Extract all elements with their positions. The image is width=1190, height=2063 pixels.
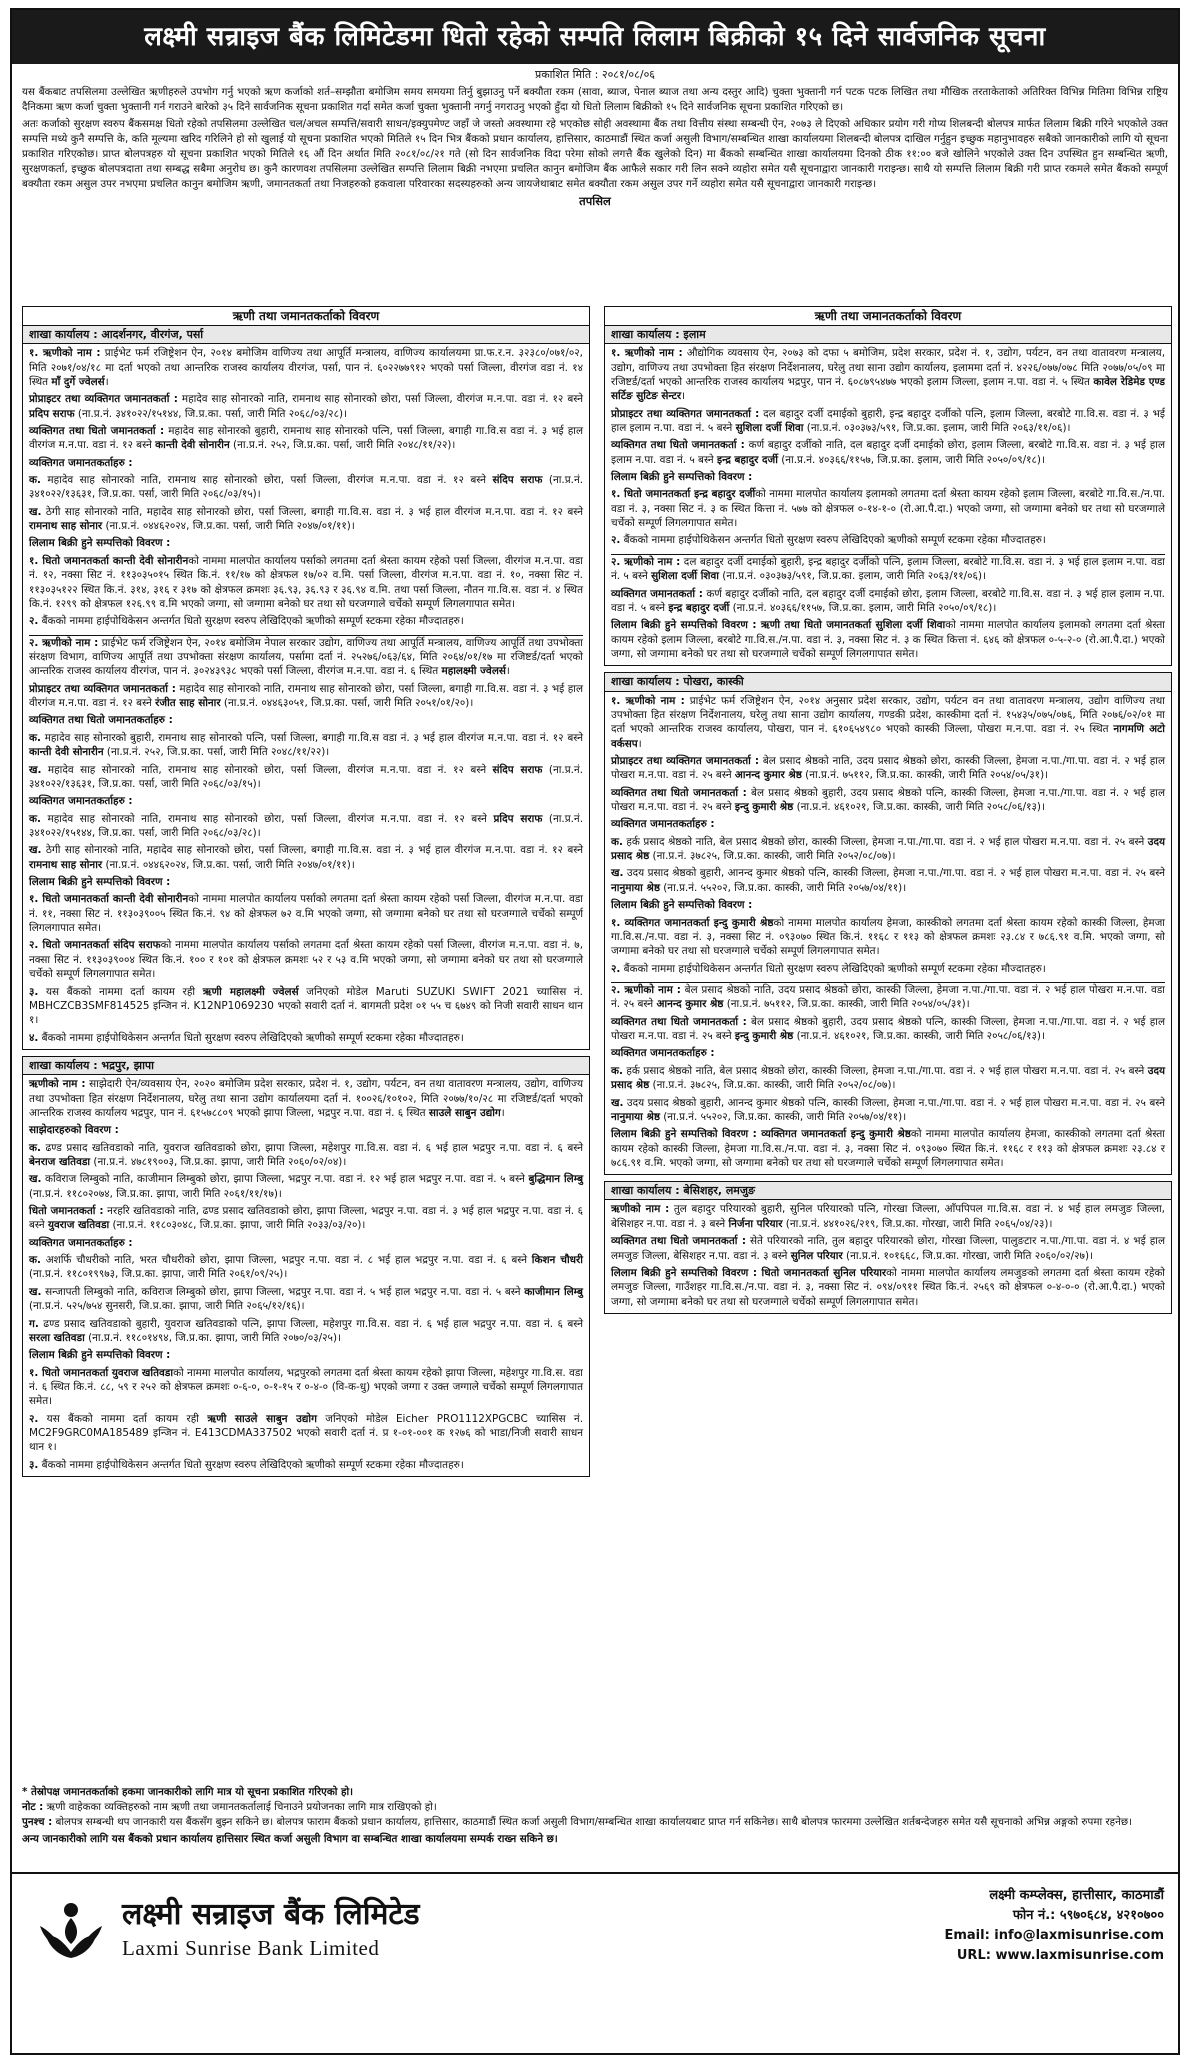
branch-entry: १. धितो जमानतकर्ता युवराज खतिवडाको नाममा मालपोत कार्यालय, भद्रपुरको लगतमा दर्ता श्रेस्ता कायम रहेको झापा जिल्ला, महेशपुर गा.वि.स. वडा नं. ६ स्थित कि.नं. ८८, ५९ र २५२ को क्षेत्रफल क्रमशः ०-६-०, ०-१-१५ र ०-४-० (वि-क-धु) भएको जग्गा र उक्त जग्गाले चर्चेको सम्पूर्ण लिगलगापात समेत। xyxy=(29,1366,583,1408)
brand-name-nepali: लक्ष्मी सन्राइज बैंक लिमिटेड xyxy=(122,1897,420,1932)
branch-section xyxy=(604,672,1172,1175)
left-column-heading: ऋणी तथा जमानतकर्ताको विवरण xyxy=(22,306,590,326)
branch-entry: व्यक्तिगत जमानतकर्ता : कर्ण बहादुर दर्जीको नाति, दल बहादुर दर्जी दमाईको छोरा, इलाम जिल्ला, बरबोटे गा.वि.स. वडा नं. ३ भई हाल इलाम न.पा. वडा नं. ५ बस्ने इन्द्र बहादुर दर्जी (ना.प्र.नं. ४०३६६/११५७, जि.प्र.का. इलाम, जारी मिति २०५०/०९/१८)। xyxy=(611,587,1165,614)
branch-entry: ग. ढण्ड प्रसाद खतिवडाको बुहारी, युवराज खतिवडाको पत्नि, झापा जिल्ला, महेशपुर गा.वि.स. वडा नं. ६ भई हाल भद्रपुर न.पा. वडा नं. ६ बस्ने सरला खतिवडा (ना.प्र.नं. ११८०१४९४, जि.प्र.का. झापा, जारी मिति २०७०/०३/२५)। xyxy=(29,1317,583,1344)
branch-entry: लिलाम बिक्री हुने सम्पत्तिको विवरण : धितो जमानतकर्ता सुनिल परियारको नाममा मालपोत कार्यालय लमजुङको लगतमा दर्ता श्रेस्ता कायम रहेको लमजुङ जिल्ला, गाउँशहर गा.वि.स./न.पा. वडा नं. ३, नक्सा सिट नं. ०९४/०९११ स्थित कि.नं. २५६९ को क्षेत्रफल ०-४-०-० (रो.आ.पै.दा.) भएको जग्गा, सो जग्गामा बनेको घर तथा सो घरजग्गाले चर्चेको सम्पूर्ण लिगलगापात समेत। xyxy=(611,1266,1166,1308)
branch-entry: धितो जमानतकर्ता : नरहरि खतिवडाको नाति, ढण्ड प्रसाद खतिवडाको छोरा, झापा जिल्ला, भद्रपुर न.पा. वडा नं. ३ भई हाल भद्रपुर न.पा. वडा नं. ६ बस्ने युवराज खतिवडा (ना.प्र.नं. ११८०३०४८, जि.प्र.का. झापा, जारी मिति २०३३/०३/२०)। xyxy=(29,1205,584,1232)
footer xyxy=(12,1872,1178,2053)
right-column-heading: ऋणी तथा जमानतकर्ताको विवरण xyxy=(604,306,1172,326)
branch-entry: २. ऋणीको नाम : दल बहादुर दर्जी दमाईको बुहारी, इन्द्र बहादुर दर्जीको पत्नि, इलाम जिल्ला, बरबोटे गा.वि.स. वडा नं. ३ भई हाल इलाम न.पा. वडा नं. ५ बस्ने सुशिला दर्जी शिवा (ना.प्र.नं. ०३०३७३/५९१, जि.प्र.का. इलाम, जारी मिति २०६३/११/०६)। xyxy=(611,555,1165,583)
branch-entry: १. ऋणीको नाम : प्राईभेट फर्म रजिष्ट्रेशन ऐन, २०१४ अनुसार प्रदेश सरकार, उद्योग, पर्यटन वन तथा वातावरण मन्त्रालय, उद्योग वाणिज्य तथा उपभोक्ता हित संरक्षण निर्देशनालय, घरेलु तथा साना उद्योग कार्यालय, गण्डकी प्रदेश, कास्कीमा दर्ता नं. १५४३५/०७५/०७६, मिति २०७६/०२/०१ मा दर्ता भएको आन्तरिक राजस्व कार्यालय, पोखरा, पान नं. ६१०६५४९८० भएको कास्की जिल्ला, पोखरा म.न.पा. वडा नं. २५ स्थित नागमणि अटो वर्कसप। xyxy=(611,694,1165,750)
branch-entry: २. बैंकको नाममा हाईपोथिकेसन अन्तर्गत धितो सुरक्षण स्वरुप लेखिदिएको ऋणीको सम्पूर्ण स्टकमा रहेका मौज्दातहरु। xyxy=(29,615,464,628)
branch-entry: क. अशर्फि चौधरीको नाति, भरत चौधरीको छोरा, झापा जिल्ला, भद्रपुर न.पा. वडा नं. ८ भई हाल भद्रपुर न.पा. वडा नं. ६ बस्ने किशन चौधरी (ना.प्र.नं. ११८०१९९७३, जि.प्र.का. झापा, जारी मिति २०६१/०९/२५)। xyxy=(29,1254,583,1281)
branch-entry: क. हर्क प्रसाद श्रेष्ठको नाति, बेल प्रसाद श्रेष्ठको छोरा, कास्की जिल्ला, हेमजा न.पा./गा.पा. वडा नं. २ भई हाल पोखरा म.न.पा. वडा नं. २५ बस्ने उदय प्रसाद श्रेष्ठ (ना.प्र.नं. ३७८२५, जि.प्र.का. कास्की, जारी मिति २०५२/०८/०७)। xyxy=(611,835,1165,863)
branch-entry: ख. ठेगी साह सोनारको नाति, महादेव साह सोनारको छोरा, पर्सा जिल्ला, बगाही गा.वि.स. वडा नं. ३ भई हाल वीरगंज म.न.पा. वडा नं. १२ बस्ने रामनाथ साह सोनार (ना.प्र.नं. ०४४६२०२४, जि.प्र.का. पर्सा, जारी मिति २०४७/०१/११)। xyxy=(29,505,583,533)
branch-entry: १. धितो जमानतकर्ता कान्ती देवी सोनारीनको नाममा मालपोत कार्यालय पर्साको लगतमा दर्ता श्रेस्ता कायम रहेको पर्सा जिल्ला, वीरगंज म.न.पा. वडा नं. १२, नक्सा सिट नं. ११३०३५०१५ स्थित कि.नं. ११/१७ को क्षेत्रफल १७/०२ व.मि. पर्सा जिल्ला, वीरगंज म.न.पा. वडा नं. १०, नक्सा सिट नं. ११३०३५१२२ स्थित कि.नं. ३१४, ३१६ र ३१७ को क्षेत्रफल क्रमशः ३६.९३, ३६.९३ र ३६.९४ व.मि. तथा पर्सा जिल्ला, नौतन गा.वि.स. वडा नं. ४ स्थित कि.नं. १२९९ को क्षेत्रफल १२६.९९ व.मि भएको जग्गा, सो जग्गामा बनेको घर तथा सो घरजग्गाले चर्चेको सम्पूर्ण लिगलगापात समेत। xyxy=(29,554,583,610)
note-third-party: * तेस्रोपक्ष जमानतकर्ताको हकमा जानकारीको लागि मात्र यो सूचना प्रकाशित गरिएको हो। xyxy=(22,1786,354,1798)
branch-entry: लिलाम बिक्री हुने सम्पत्तिको विवरण : ऋणी तथा धितो जमानतकर्ता सुशिला दर्जी शिवाको नाममा मालपोत कार्यालय इलामको लगतमा दर्ता श्रेस्ता कायम रहेको इलाम जिल्ला, बरबोटे गा.वि.स./न.पा. वडा नं. ३, नक्सा सिट नं. ३ क स्थित कित्ता नं. ६४६ को क्षेत्रफल ०-५-२-० (रो.आ.पै.दा.) भएको जग्गा, सो जग्गामा बनेको घर तथा सो घरजग्गाले चर्चेको सम्पूर्ण लिगलगापात समेत। xyxy=(611,619,1165,660)
branch-entry: व्यक्तिगत जमानतकर्ताहरु : xyxy=(29,456,133,469)
notice-title: लक्ष्मी सन्राइज बैंक लिमिटेडमा धितो रहेको सम्पति लिलाम बिक्रीको १५ दिने सार्वजनिक सूचना xyxy=(12,10,1178,64)
branch-entry: क. हर्क प्रसाद श्रेष्ठको नाति, बेल प्रसाद श्रेष्ठको छोरा, कास्की जिल्ला, हेमजा न.पा./गा.पा. वडा नं. २ भई हाल पोखरा म.न.पा. वडा नं. २५ बस्ने उदय प्रसाद श्रेष्ठ (ना.प्र.नं. ३७८२५, जि.प्र.का. कास्की, जारी मिति २०५२/०८/०७)। xyxy=(611,1064,1165,1092)
intro-paragraph-1: यस बैंकबाट तपसिलमा उल्लेखित ऋणीहरुले उपभोग गर्नु भएको ऋण कर्जाको शर्त–सम्झौता बमोजिम समय समयमा तिर्नु बुझाउनु पर्ने बक्यौता रकम (सावा, ब्याज, पेनाल ब्याज तथा अन्य दस्तुर आदि) चुक्ता भुक्तानी गर्न पटक पटक लिखित तथा मौखिक तरताकेताको अतिरिक्त विभिन्न मितिमा विभिन्न राष्ट्रिय दैनिकमा ऋण कर्जा चुक्ता भुक्तानी गर्न गराउने बारेको ३५ दिने सार्वजनिक सूचना प्रकाशित गर्दा समेत कर्जा चुक्ता भुक्तानी नगर्नु नगराउनु भएको हुँदा यो धितो लिलाम बिक्रीको १५ दिने सार्वजनिक सूचना प्रकाशित गरिएको छ। xyxy=(22,86,1168,114)
branch-entry: साझेदारहरुको विवरण : xyxy=(29,1124,119,1137)
email-link[interactable]: Email: info@laxmisunrise.com xyxy=(944,1928,1164,1944)
address: लक्ष्मी कम्प्लेक्स, हात्तीसार, काठमाडौं xyxy=(989,1888,1164,1903)
branch-entry: लिलाम बिक्री हुने सम्पत्तिको विवरण : xyxy=(29,1349,171,1362)
branch-section xyxy=(604,1181,1172,1314)
right-column xyxy=(604,306,1172,1781)
branch-title: शाखा कार्यालय : पोखरा, कास्की xyxy=(605,673,1171,691)
branch-section xyxy=(22,1056,590,1477)
note-postscript: पुनश्च : बोलपत्र सम्बन्धी थप जानकारी यस बैंकसँग बुझ्न सकिने छ। बोलपत्र फाराम बैंकको प्रधान कार्यालय, हात्तिसार, काठमाडौं स्थित कर्जा असुली विभाग/सम्बन्धित शाखा कार्यालयबाट प्राप्त गर्न सकिनेछ। साथै बोलपत्र फारममा उल्लेखित शर्तबन्देजहरु समेत यसै सूचनाको अभिन्न अङ्गको रुपमा रहनेछ। xyxy=(22,1815,1132,1828)
brand-name-english: Laxmi Sunrise Bank Limited xyxy=(122,1936,380,1960)
branch-entry: ख. उदय प्रसाद श्रेष्ठको बुहारी, आनन्द कुमार श्रेष्ठको पत्नि, कास्की जिल्ला, हेमजा न.पा./गा.पा. वडा नं. २ भई हाल पोखरा म.न.पा. वडा नं. २५ बस्ने नानुमाया श्रेष्ठ (ना.प्र.नं. ५५२०२, जि.प्र.का. कास्की, जारी मिति २०५७/०४/११)। xyxy=(611,1096,1165,1123)
note-contact: अन्य जानकारीको लागि यस बैंकको प्रधान कार्यालय हात्तिसार स्थित कर्जा असुली विभाग वा सम्बन्धित शाखा कार्यालयमा सम्पर्क राख्न सकिने छ। xyxy=(22,1832,558,1845)
intro-paragraph-2: अतः कर्जाको सुरक्षण स्वरुप बैंकसमक्ष धितो रहेको तपसिलमा उल्लेखित चल/अचल सम्पत्ति/सवारी साधन/इक्युपमेण्ट जहाँ जे जस्तो अवस्थामा रहे भएकोछ सोही अवस्थामा बैंक तथा वित्तीय संस्था सम्बन्धी ऐन, २०७३ ले दिएको अधिकार प्रयोग गरी गोप्य शिलबन्दी बोलपत्र मार्फत लिलाम बिक्री गरिने भएकोले उक्त सम्पत्ति मध्ये कुनै सम्पत्ति के, कति मूल्यमा खरिद गरिलिने हो सो खुलाई यो सूचना प्रकाशित भएको मितिले १५ दिन भित्र बैंकको प्रधान कार्यालय, हात्तिसार, काठमाडौं स्थित कर्जा असुली विभाग/सम्बन्धित शाखा कार्यालयमा शिलबन्दी बोलपत्र दाखिल गर्नुहुन इच्छुक महानुभावहरु सबैको जानकारीको लागि यो सूचना प्रकाशित गरिएकोछ। प्राप्त बोलपत्रहरु यो सूचना प्रकाशित भएको मितिले १६ औं दिन अर्थात मिति २०८१/०८/२१ गते (सो दिन सार्वजनिक विदा परेमा सोको लगत्तै बैंक खुलेको दिन) मा बैंकको सम्बन्धित शाखा कार्यालयमा दिनको ठीक ११:०० बजे खोलिने भएकोले उक्त दिन उपस्थित हुन सम्बन्धित ऋणी, सुरक्षणकर्ता, इच्छुक बोलपत्रदाता तथा सम्बद्ध सबैमा अनुरोध छ। कुनै कारणवश तपसिलमा उल्लेखित सम्पत्ति लिलाम बिक्री नभएमा प्रचलित कानुन बमोजिम बैंक आफैले सकार गरी लिन सक्ने व्यहोरा समेत यसै सूचनाद्वारा जानकारी गराइन्छ। साथै यो सम्पत्ति लिलाम बिक्री गरी प्राप्त रकमले समेत बैंकको सम्पूर्ण बक्यौता रकम असुल उपर नभएमा प्रचलित कानुन बमोजिम ऋणी, जमानतकर्ता तथा निजहरुको हकवाला परिवारका सदस्यहरुको अन्य जायजेथाबाट समेत बक्यौता रकम असुल उपर गर्ने व्यहोरा समेत यसै सूचनाद्वारा जानकारी गराइन्छ। xyxy=(22,118,1168,190)
branch-entry: १. ऋणीको नाम : प्राईभेट फर्म रजिष्ट्रेशन ऐन, २०१४ बमोजिम वाणिज्य तथा आपूर्ति मन्त्रालय, वाणिज्य कार्यालयमा प्रा.फ.र.न. ३२३८०/०७१/०२, मिति २०७१/०४/१८ मा दर्ता भएको तथा आन्तरिक राजस्व कार्यालय वीरगंज, पर्सा, पान नं. ६०२२७७९१२ भएको पर्सा जिल्ला, वीरगंज वडा नं. १४ स्थित माँ दुर्गे ज्वेलर्स। xyxy=(29,347,583,388)
branch-entry: व्यक्तिगत तथा धितो जमानतकर्ता : महादेव साह सोनारको बुहारी, रामनाथ साह सोनारको पत्नि, पर्सा जिल्ला, बगाही गा.वि.स वडा नं. ३ भई हाल वीरगंज म.न.पा. वडा नं. १२ बस्ने कान्ती देवी सोनारीन (ना.प्र.नं. २५२, जि.प्र.का. पर्सा, जारी मिति २०४८/११/२२)। xyxy=(29,424,583,452)
branch-entry: ४. बैंकको नाममा हाईपोथिकेसन अन्तर्गत धितो सुरक्षण स्वरुप लेखिदिएको ऋणीको सम्पूर्ण स्टकमा रहेका मौज्दातहरु। xyxy=(29,1031,464,1044)
branch-entry: ख. सन्जापती लिम्बुको नाति, कविराज लिम्बुको छोरा, झापा जिल्ला, भद्रपुर न.पा. वडा नं. ५ भई हाल भद्रपुर न.पा. वडा नं. ५ बस्ने काजीमान लिम्बु (ना.प्र.नं. ५२५/७५४ सुनसरी, जि.प्र.का. झापा, जारी मिति २०६५/१२/१६)। xyxy=(29,1285,583,1313)
notice-page xyxy=(10,8,1180,2055)
branch-entry: लिलाम बिक्री हुने सम्पत्तिको विवरण : xyxy=(611,899,753,912)
branch-entry: ख. कविराज लिम्बुको नाति, काजीमान लिम्बुको छोरा, झापा जिल्ला, भद्रपुर न.पा. वडा नं. १२ भई हाल भद्रपुर न.पा. वडा नं. ५ बस्ने बुद्धिमान लिम्बु (ना.प्र.नं. ११८०२०७४, जि.प्र.का. झापा, जारी मिति २०६१/११/१७)। xyxy=(29,1173,583,1200)
branch-title: शाखा कार्यालय : आदर्शनगर, वीरगंज, पर्सा xyxy=(23,326,589,344)
branch-entry: २. बैंकको नाममा हाईपोथिकेसन अन्तर्गत धितो सुरक्षण स्वरुप लेखिदिएको ऋणीको सम्पूर्ण स्टकमा रहेका मौज्दातहरु। xyxy=(611,534,1046,547)
branch-entry: प्रोप्राइटर तथा व्यक्तिगत जमानतकर्ता : दल बहादुर दर्जी दमाईको बुहारी, इन्द्र बहादुर दर्जीको पत्नि, इलाम जिल्ला, बरबोटे गा.वि.स. वडा नं. ३ भई हाल इलाम न.पा. वडा नं. ५ बस्ने सुशिला दर्जी शिवा (ना.प्र.नं. ०३०३७३/५९१, जि.प्र.का. इलाम, जारी मिति २०६३/११/०६)। xyxy=(611,407,1166,434)
branch-entry: क. ढण्ड प्रसाद खतिवडाको नाति, युवराज खतिवडाको छोरा, झापा जिल्ला, महेशपुर गा.वि.स. वडा नं. ६ भई हाल भद्रपुर न.पा. वडा नं. ६ बस्ने बेनराज खतिवडा (ना.प्र.नं. ४७८१९००३, जि.प्र.का. झापा, जारी मिति २०६०/०२/०४)। xyxy=(29,1141,583,1168)
contact-info xyxy=(944,1886,1164,1967)
branch-title: शाखा कार्यालय : इलाम xyxy=(605,326,1171,344)
branch-entry: ३. यस बैंकको नाममा दर्ता कायम रही ऋणी महालक्ष्मी ज्वेलर्स जनिएको मोडेल Maruti SUZUKI SWIFT 2021 च्यासिस नं. MBHCZCB3SMF814525 इन्जिन नं. K12NP1069230 भएको सवारी दर्ता नं. बागमती प्रदेश ०१ ५५ च ६७४९ को निजी सवारी साधन थान १। xyxy=(29,985,583,1027)
branch-entry: व्यक्तिगत जमानतकर्ताहरु : xyxy=(29,795,133,808)
branch-entry: व्यक्तिगत तथा धितो जमानतकर्ता : बेल प्रसाद श्रेष्ठको बुहारी, उदय प्रसाद श्रेष्ठको पत्नि, कास्की जिल्ला, हेमजा न.पा./गा.पा. वडा नं. २ भई हाल पोखरा म.न.पा. वडा नं. २५ बस्ने इन्दु कुमारी श्रेष्ठ (ना.प्र.नं. ४६१०२१, जि.प्र.का. कास्की, जारी मिति २०५८/०६/१३)। xyxy=(611,786,1165,814)
notes-section xyxy=(22,1785,1172,1847)
branch-entry: व्यक्तिगत जमानतकर्ताहरु : xyxy=(611,1047,715,1060)
branch-entry: १. ऋणीको नाम : औद्योगिक व्यवसाय ऐन, २०७३ को दफा ५ बमोजिम, प्रदेश सरकार, प्रदेश नं. १, उद्योग, पर्यटन, वन तथा वातावरण मन्त्रालय, उद्योग, वाणिज्य तथा उपभोक्ता हित संरक्षण निर्देशनालय, घरेलु तथा साना उद्योग कार्यालय, इलाममा दर्ता नं. ४२२६/०७७/०७८ मिति २०७७/०५/०९ मा रजिष्टर्ड/दर्ता भएको आन्तरिक राजस्व कार्यालय भद्रपुर, पान नं. ६०८७९५४७७ भएको इलाम जिल्ला, इलाम न.पा. वडा नं. ५ स्थित कावेल रेडिमेड एण्ड सर्टिङ सुटिङ सेन्टर। xyxy=(611,347,1165,403)
branch-entry: प्रोप्राइटर तथा व्यक्तिगत जमानतकर्ता : महादेव साह सोनारको नाति, रामनाथ साह सोनारको छोरा, पर्सा जिल्ला, वीरगंज म.न.पा. वडा नं. १२ बस्ने प्रदिप सराफ (ना.प्र.नं. ३४१०२२/१५१४४, जि.प्र.का. पर्सा, जारी मिति २०६८/०३/२८)। xyxy=(29,393,583,420)
branch-entry: व्यक्तिगत तथा धितो जमानतकर्ता : सेते परियारको नाति, तुल बहादुर परियारको छोरा, गोरखा जिल्ला, पालुङटार न.पा./गा.पा. वडा नं. ४ भई हाल लमजुङ जिल्ला, बेसिशहर न.पा. वडा नं. ३ बस्ने सुनिल परियार (ना.प्र.नं. १०१६६८, जि.प्र.का. गोरखा, जारी मिति २०६०/०२/२७)। xyxy=(611,1235,1165,1262)
tapsil-heading: तपसिल xyxy=(579,193,611,208)
branch-section xyxy=(604,326,1172,666)
branch-entry: २. ऋणीको नाम : प्राईभेट फर्म रजिष्ट्रेशन ऐन, २०१४ बमोजिम नेपाल सरकार उद्योग, वाणिज्य तथा आपूर्ति मन्त्रालय, वाणिज्य आपूर्ति तथा उपभोक्ता संरक्षण विभाग, वाणिज्य आपूर्ति तथा उपभोक्ता संरक्षण कार्यालय, पर्सामा दर्ता नं. २५२७६/०६३/६४, मिति २०६४/०१/१७ मा रजिष्टर्ड/दर्ता भएको आन्तरिक राजस्व कार्यालय वीरगंज, पान नं. ३०२४३९३८ भएको पर्सा जिल्ला, वीरगंज म.न.पा. वडा नं. ६ स्थित महालक्ष्मी ज्वेलर्स। xyxy=(29,636,583,678)
details-columns xyxy=(22,306,1172,1781)
branch-entry: २. ऋणीको नाम : बेल प्रसाद श्रेष्ठको नाति, उदय प्रसाद श्रेष्ठको छोरा, कास्की जिल्ला, हेमजा न.पा./गा.पा. वडा नं. २ भई हाल पोखरा म.न.पा. वडा नं. २५ बस्ने आनन्द कुमार श्रेष्ठ (ना.प्र.नं. ७५११२, जि.प्र.का. कास्की, जारी मिति २०५४/०५/३१)। xyxy=(611,984,1165,1011)
branch-entry: १. धितो जमानतकर्ता इन्द्र बहादुर दर्जीको नाममा मालपोत कार्यालय इलामको लगतमा दर्ता श्रेस्ता कायम रहेको इलाम जिल्ला, बरबोटे गा.वि.स./न.पा. वडा नं. ३, नक्सा सिट नं. ३ क स्थित कित्ता नं. ५७७ को क्षेत्रफल ०-१४-१-० (रो.आ.पै.दा.) भएको जग्गा, सो जग्गामा बनेको घर तथा सो घरजग्गाले चर्चेको सम्पूर्ण लिगलगापात समेत। xyxy=(611,488,1165,530)
branch-entry: क. महादेव साह सोनारको नाति, रामनाथ साह सोनारको छोरा, पर्सा जिल्ला, वीरगंज म.न.पा. वडा नं. १२ बस्ने संदिप सराफ (ना.प्र.नं. ३४१०२२/१३६३१, जि.प्र.का. पर्सा, जारी मिति २०६८/०३/१५)। xyxy=(29,474,584,501)
branch-entry: ऋणीको नाम : साझेदारी ऐन/व्यवसाय ऐन, २०२० बमोजिम प्रदेश सरकार, प्रदेश नं. १, उद्योग, पर्यटन, वन तथा वातावरण मन्त्रालय, उद्योग, वाणिज्य तथा उपभोक्ता हित संरक्षण निर्देशनालय, घरेलु तथा साना उद्योग कार्यालयमा दर्ता नं. १००२६/१०१०२, मिति २०७७/१०/२८ मा रजिष्टर्ड/दर्ता भएको आन्तरिक राजस्व कार्यालय भद्रपुर, पान नं. ६१५७८८०९ भएको झापा जिल्ला, भद्रपुर न.पा. वडा नं. ६ स्थित साउले साबुन उद्योग। xyxy=(29,1078,583,1119)
branch-entry: प्रोप्राइटर तथा व्यक्तिगत जमानतकर्ता : महादेव साह सोनारको नाति, रामनाथ साह सोनारको छोरा, पर्सा जिल्ला, बगाही गा.वि.स. वडा नं. ३ भई हाल वीरगंज म.न.पा. वडा नं. १२ बस्ने रंजीत साह सोनार (ना.प्र.नं. ०४४६३०५१, जि.प्र.का. पर्सा, जारी मिति २०५१/०१/२०)। xyxy=(29,682,584,710)
phone: फोन नं.: ५९७०६८४, ४२१०७०० xyxy=(1012,1908,1164,1924)
website-link[interactable]: URL: www.laxmisunrise.com xyxy=(956,1948,1164,1964)
branch-title: शाखा कार्यालय : बेसिशहर, लमजुङ xyxy=(605,1182,1171,1200)
branch-entry: व्यक्तिगत तथा धितो जमानतकर्ताहरु : xyxy=(29,714,173,727)
branch-entry: ऋणीको नाम : तुल बहादुर परियारको बुहारी, सुनिल परियारको पत्नि, गोरखा जिल्ला, आँपपिपल गा.वि.स. वडा नं. ४ भई हाल लमजुङ जिल्ला, बेसिशहर न.पा. वडा नं. ३ बस्ने निर्जना परियार (ना.प्र.नं. ४४१०२६/२१९, जि.प्र.का. गोरखा, जारी मिति २०६५/०४/२३)। xyxy=(611,1203,1165,1230)
branch-entry: २. यस बैंकको नाममा दर्ता कायम रही ऋणी साउले साबुन उद्योग जनिएको मोडेल Eicher PRO1112XPGCBC च्यासिस नं. MC2F9GRC0MA185489 इन्जिन नं. E413CDMA337502 भएको सवारी दर्ता नं. प्र १-०१-००१ क १२७६ को भाडा/निजी सवारी साधन थान १। xyxy=(29,1412,583,1454)
published-date: प्रकाशित मिति : २०८१/०८/०६ xyxy=(534,68,656,81)
branch-entry: लिलाम बिक्री हुने सम्पत्तिको विवरण : व्यक्तिगत जमानतकर्ता इन्दु कुमारी श्रेष्ठको नाममा मालपोत कार्यालय हेमजा, कास्कीको लगतमा दर्ता श्रेस्ता कायम रहेको कास्की जिल्ला, हेमजा गा.वि.स./न.पा. वडा नं. ३, नक्सा सिट नं. ०९३०७० स्थित कि.नं. ११६८ र ११३ को क्षेत्रफल क्रमशः २३.८४ र ७८६.९१ व.मि. भएको जग्गा, सो जग्गामा बनेको घर तथा सो घरजग्गाले चर्चेको सम्पूर्ण लिगलगापात समेत। xyxy=(611,1128,1165,1169)
branch-entry: १. व्यक्तिगत जमानतकर्ता इन्दु कुमारी श्रेष्ठको नाममा मालपोत कार्यालय हेमजा, कास्कीको लगतमा दर्ता श्रेस्ता कायम रहेको कास्की जिल्ला, हेमजा गा.वि.स./न.पा. वडा नं. ३, नक्सा सिट नं. ०९३०७० स्थित कि.नं. ११६८ र ११३ को क्षेत्रफल क्रमशः २३.८४ र ७८६.९१ व.मि. भएको जग्गा, सो जग्गामा बनेको घर तथा सो घरजग्गाले चर्चेको सम्पूर्ण लिगलगापात समेत। xyxy=(611,916,1165,958)
branch-title: शाखा कार्यालय : भद्रपुर, झापा xyxy=(23,1057,589,1075)
branch-entry: ख. ठेगी साह सोनारको नाति, महादेव साह सोनारको छोरा, पर्सा जिल्ला, बगाही गा.वि.स. वडा नं. ३ भई हाल वीरगंज म.न.पा. वडा नं. १२ बस्ने रामनाथ साह सोनार (ना.प्र.नं. ०४४६२०२४, जि.प्र.का. पर्सा, जारी मिति २०४७/०१/११)। xyxy=(29,844,583,871)
branch-entry: १. धितो जमानतकर्ता कान्ती देवी सोनारीनको नाममा मालपोत कार्यालय पर्साको लगतमा दर्ता श्रेस्ता कायम रहेको पर्सा जिल्ला, वीरगंज म.न.पा. वडा नं. ११, नक्सा सिट नं. ११३०३९००५ स्थित कि.नं. ९४ को क्षेत्रफल ७२ व.मि भएको जग्गा, सो जग्गामा बनेको घर तथा सो घरजग्गाले चर्चेको सम्पूर्ण लिगलगापात समेत। xyxy=(29,893,583,935)
branch-entry: प्रोप्राइटर तथा व्यक्तिगत जमानतकर्ता : बेल प्रसाद श्रेष्ठको नाति, उदय प्रसाद श्रेष्ठको छोरा, कास्की जिल्ला, हेमजा न.पा./गा.पा. वडा नं. २ भई हाल पोखरा म.न.पा. वडा नं. २५ बस्ने आनन्द कुमार श्रेष्ठ (ना.प्र.नं. ७५११२, जि.प्र.का. कास्की, जारी मिति २०५४/०५/३१)। xyxy=(611,754,1165,782)
intro-section xyxy=(12,82,1178,191)
branch-section xyxy=(22,326,590,1050)
branch-entry: लिलाम बिक्री हुने सम्पत्तिको विवरण : xyxy=(29,876,171,889)
branch-entry: लिलाम बिक्री हुने सम्पत्तिको विवरण : xyxy=(29,537,171,550)
branch-entry: व्यक्तिगत जमानतकर्ताहरु : xyxy=(611,818,715,831)
branch-entry: २. बैंकको नाममा हाईपोथिकेसन अन्तर्गत धितो सुरक्षण स्वरुप लेखिदिएको ऋणीको सम्पूर्ण स्टकमा रहेका मौज्दातहरु। xyxy=(611,962,1046,975)
branch-entry: ख. उदय प्रसाद श्रेष्ठको बुहारी, आनन्द कुमार श्रेष्ठको पत्नि, कास्की जिल्ला, हेमजा न.पा./गा.पा. वडा नं. २ भई हाल पोखरा म.न.पा. वडा नं. २५ बस्ने नानुमाया श्रेष्ठ (ना.प्र.नं. ५५२०२, जि.प्र.का. कास्की, जारी मिति २०५७/०४/११)। xyxy=(611,867,1165,894)
note-names: नोट : ऋणी वाहेकका व्यक्तिहरुको नाम ऋणी तथा जमानतकर्तालाई चिनाउने प्रयोजनका लागि मात्र राखिएको हो। xyxy=(22,1800,437,1813)
lotus-goddess-logo-icon xyxy=(36,1896,106,1966)
branch-entry: ३. बैंकको नाममा हाईपोथिकेसन अन्तर्गत धितो सुरक्षण स्वरुप लेखिदिएको ऋणीको सम्पूर्ण स्टकमा रहेका मौज्दातहरु। xyxy=(29,1458,464,1471)
branch-entry: क. महादेव साह सोनारको बुहारी, रामनाथ साह सोनारको पत्नि, पर्सा जिल्ला, बगाही गा.वि.स वडा नं. ३ भई हाल वीरगंज म.न.पा. वडा नं. १२ बस्ने कान्ती देवी सोनारीन (ना.प्र.नं. २५२, जि.प्र.का. पर्सा, जारी मिति २०४८/११/२२)। xyxy=(29,731,583,759)
branch-entry: ख. महादेव साह सोनारको नाति, रामनाथ साह सोनारको छोरा, पर्सा जिल्ला, वीरगंज म.न.पा. वडा नं. १२ बस्ने संदिप सराफ (ना.प्र.नं. ३४१०२२/१३६३१, जि.प्र.का. पर्सा, जारी मिति २०६८/०३/१५)। xyxy=(29,763,583,790)
branch-entry: २. धितो जमानतकर्ता संदिप सराफको नाममा मालपोत कार्यालय पर्साको लगतमा दर्ता श्रेस्ता कायम रहेको पर्सा जिल्ला, वीरगंज म.न.पा. वडा नं. ७, नक्सा सिट नं. ११३०३९००४ स्थित कि.नं. १०० र १०१ को क्षेत्रफल क्रमशः ५२ र ५३ व.मि भएको जग्गा, सो जग्गामा बनेको घर तथा सो घरजग्गाले चर्चेको सम्पूर्ण लिगलगापात समेत। xyxy=(29,939,583,981)
left-column xyxy=(22,306,590,1781)
branch-entry: व्यक्तिगत जमानतकर्ताहरु : xyxy=(29,1236,133,1249)
branch-entry: व्यक्तिगत तथा धितो जमानतकर्ता : कर्ण बहादुर दर्जीको नाति, दल बहादुर दर्जी दमाईको छोरा, इलाम जिल्ला, बरबोटे गा.वि.स. वडा नं. ३ भई हाल इलाम न.पा. वडा नं. ५ बस्ने इन्द्र बहादुर दर्जी (ना.प्र.नं. ४०३६६/११५७, जि.प्र.का. इलाम, जारी मिति २०५०/०९/१८)। xyxy=(611,439,1165,466)
branch-entry: क. महादेव साह सोनारको नाति, रामनाथ साह सोनारको छोरा, पर्सा जिल्ला, वीरगंज म.न.पा. वडा नं. १२ बस्ने प्रदिप सराफ (ना.प्र.नं. ३४१०२२/१५१४४, जि.प्र.का. पर्सा, जारी मिति २०६८/०३/२८)। xyxy=(29,812,584,839)
branch-entry: व्यक्तिगत तथा धितो जमानतकर्ता : बेल प्रसाद श्रेष्ठको बुहारी, उदय प्रसाद श्रेष्ठको पत्नि, कास्की जिल्ला, हेमजा न.पा./गा.पा. वडा नं. २ भई हाल पोखरा म.न.पा. वडा नं. २५ बस्ने इन्दु कुमारी श्रेष्ठ (ना.प्र.नं. ४६१०२१, जि.प्र.का. कास्की, जारी मिति २०५८/०६/१३)। xyxy=(611,1015,1165,1043)
branch-entry: लिलाम बिक्री हुने सम्पत्तिको विवरण : xyxy=(611,471,753,484)
